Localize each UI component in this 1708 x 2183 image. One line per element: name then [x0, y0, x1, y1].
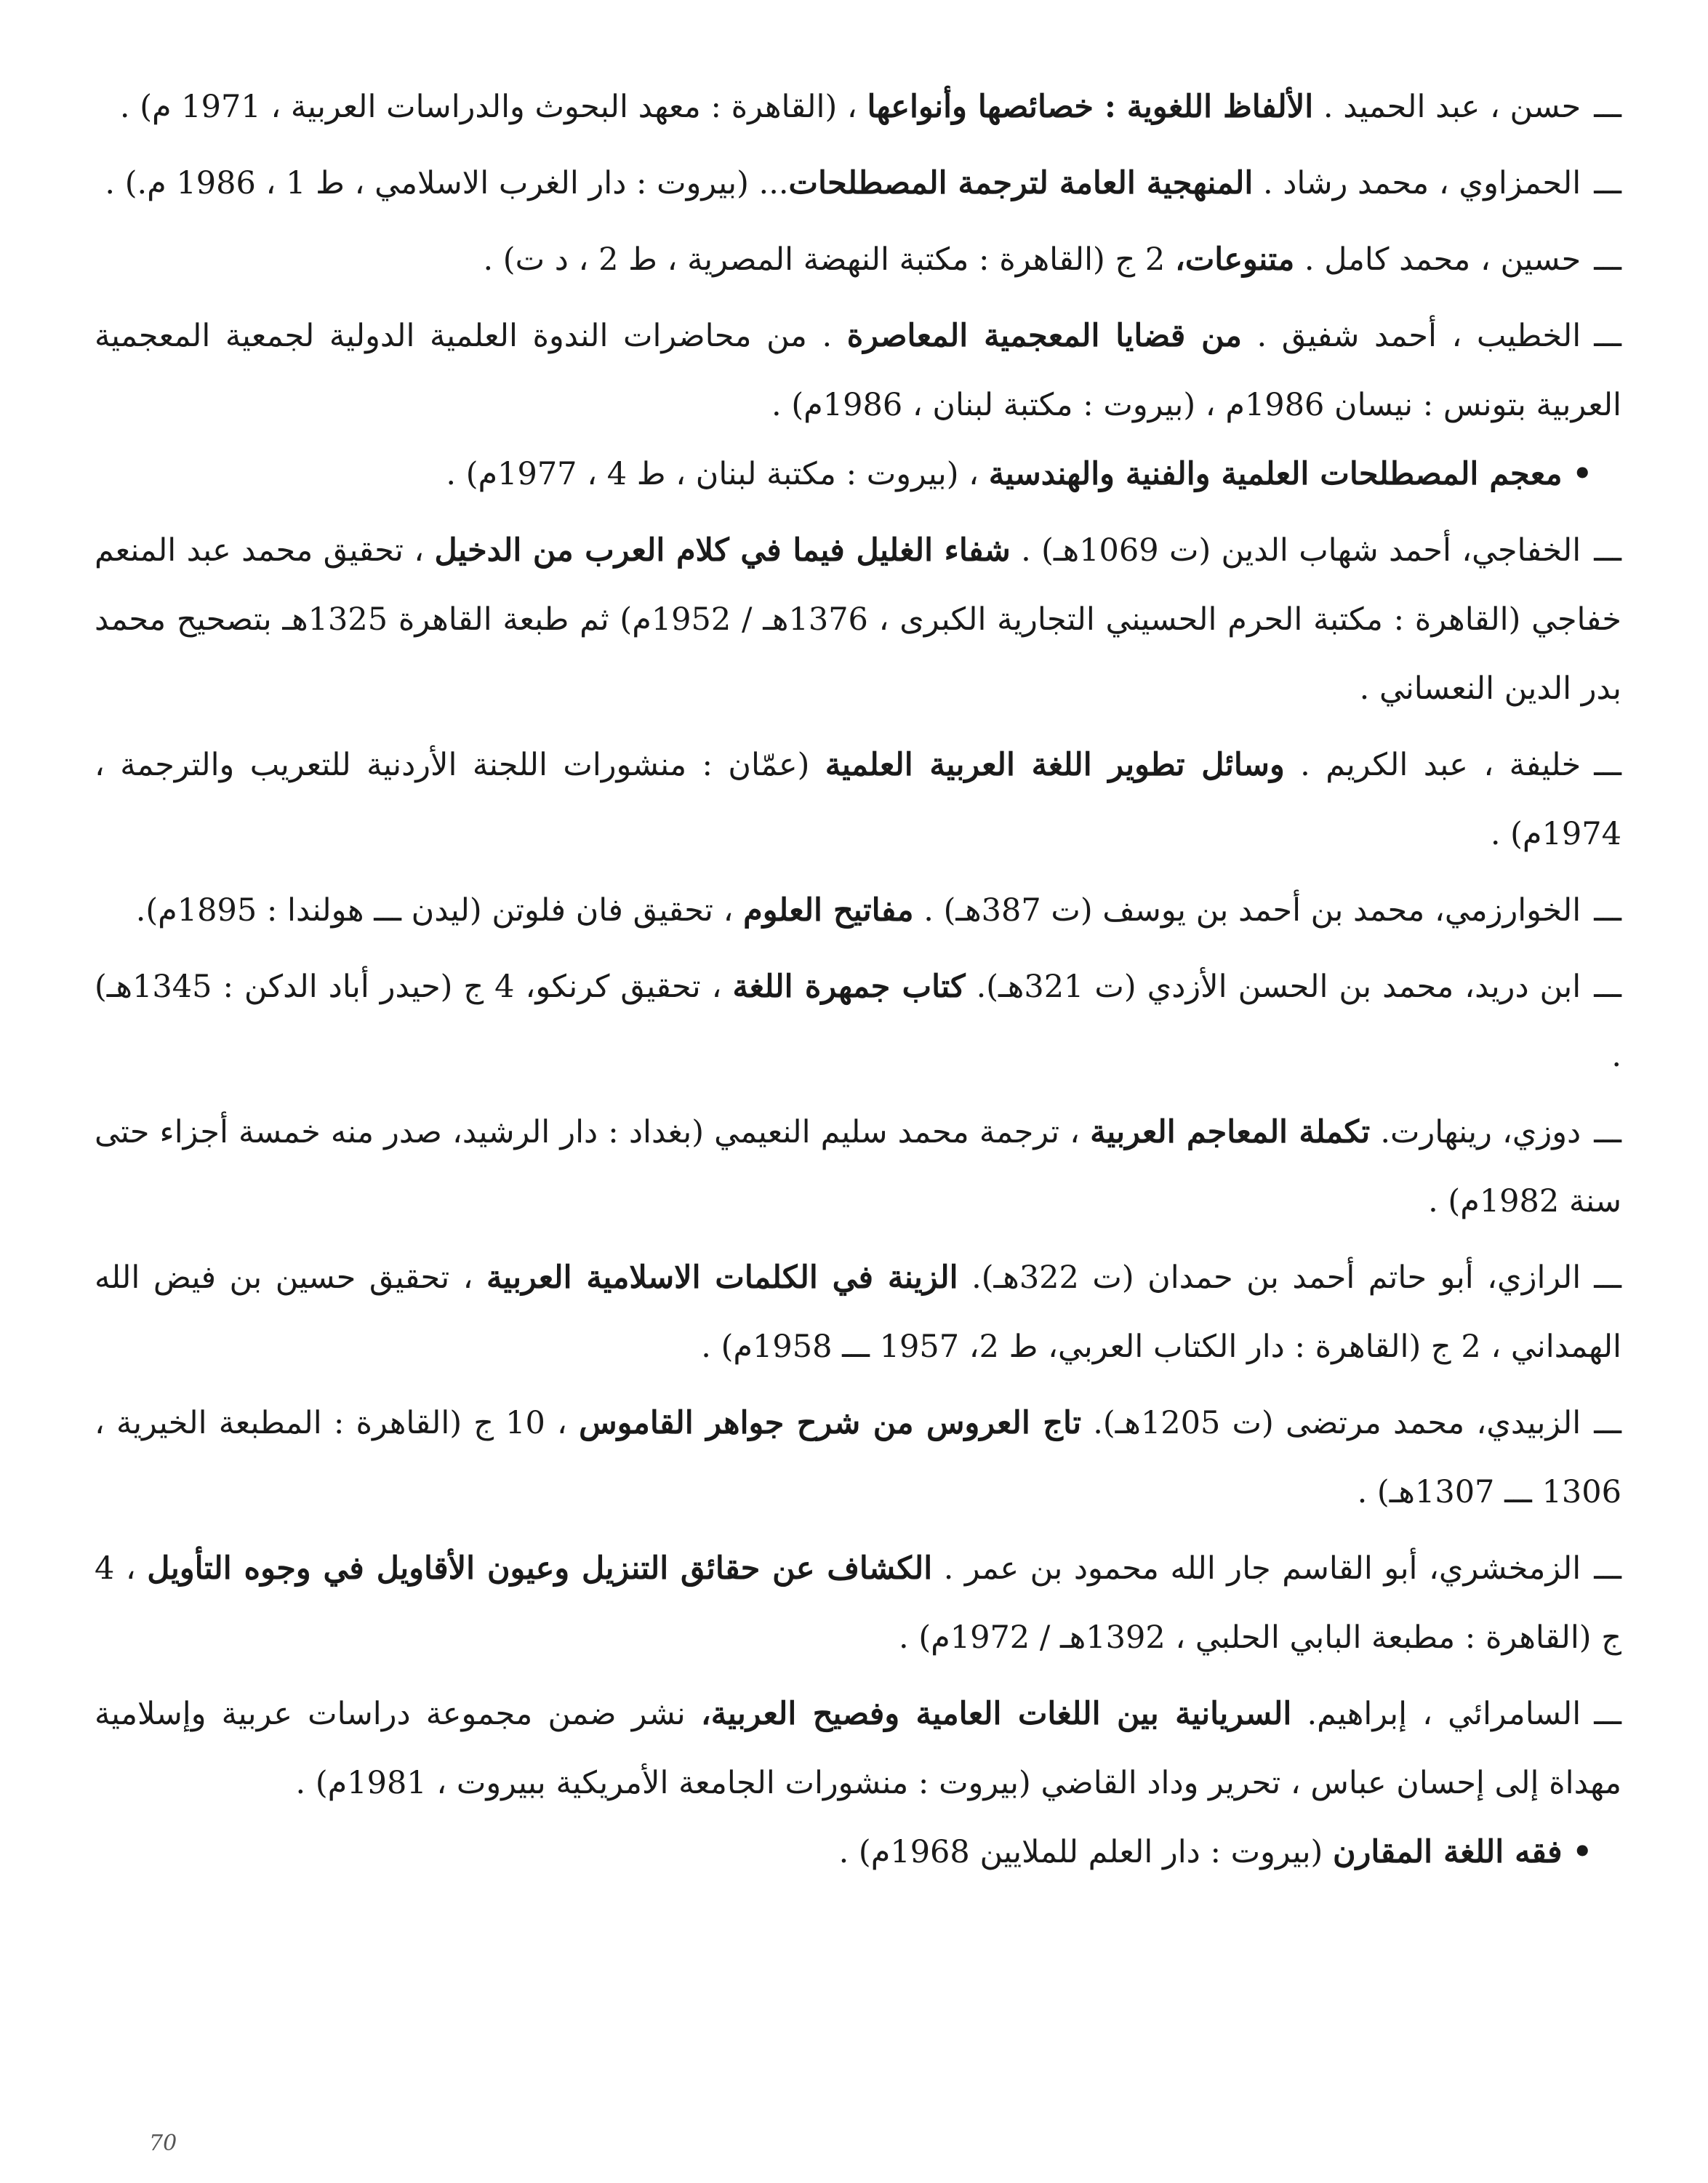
entry-dash: ـــ	[1594, 1114, 1621, 1150]
entry-bullet: •	[1572, 1834, 1592, 1870]
entry-publication: ، تحقيق حسين بن فيض الله الهمداني ، 2 ج (القاهرة : دار الكتاب العربي، ط 2، 1957 ـــ 1958م) .	[95, 1259, 1621, 1365]
bibliography-page	[95, 73, 1621, 2109]
entry-title: تاج العروس من شرح جواهر القاموس	[579, 1405, 1082, 1441]
entry-title: معجم المصطلحات العلمية والفنية والهندسية	[988, 456, 1563, 492]
entry-author: الرازي، أبو حاتم أحمد بن حمدان (ت 322هـ).	[958, 1259, 1581, 1296]
entry-publication: ، (القاهرة : معهد البحوث والدراسات العربية ، 1971 م) .	[119, 89, 867, 125]
entry-publication: نشر ضمن مجموعة دراسات عربية وإسلامية مهداة إلى إحسان عباس ، تحرير وداد القاضي (بيروت : منشورات الجامعة الأمريكية ببيروت ، 1981م) .	[95, 1696, 1621, 1801]
entry-author: خليفة ، عبد الكريم .	[1284, 747, 1581, 783]
bibliography-entry	[95, 731, 1621, 869]
page-number: 70	[149, 2131, 177, 2156]
bibliography-entry	[95, 1534, 1621, 1673]
entry-dash: ـــ	[1594, 747, 1621, 783]
bibliography-entry	[95, 149, 1621, 218]
entry-dash: ـــ	[1594, 318, 1622, 354]
entry-author: الحمزاوي ، محمد رشاد .	[1253, 165, 1581, 201]
entry-author: السامرائي ، إبراهيم.	[1291, 1696, 1581, 1732]
entry-dash: ـــ	[1594, 969, 1621, 1005]
entry-dash: ـــ	[1594, 892, 1621, 929]
entry-dash: ـــ	[1594, 1696, 1622, 1732]
entry-publication: . من محاضرات الندوة العلمية الدولية لجمعية المعجمية العربية بتونس : نيسان 1986م ، (بيروت : مكتبة لبنان ، 1986م) .	[95, 318, 1621, 423]
entry-publication: (عمّان : منشورات اللجنة الأردنية للتعريب والترجمة ، 1974م) .	[95, 747, 1621, 852]
entry-author: دوزي، رينهارت.	[1370, 1114, 1581, 1150]
bibliography-entry	[95, 1680, 1621, 1818]
entry-title: الألفاظ اللغوية : خصائصها وأنواعها	[867, 89, 1314, 125]
entry-publication: 2 ج (القاهرة : مكتبة النهضة المصرية ، ط 2 ، د ت) .	[483, 241, 1175, 278]
entry-author: حسن ، عبد الحميد .	[1313, 89, 1581, 125]
entry-title: وسائل تطوير اللغة العربية العلمية	[825, 747, 1285, 783]
entry-title: المنهجية العامة لترجمة المصطلحات	[788, 165, 1254, 201]
entry-dash: ـــ	[1594, 165, 1621, 201]
entry-bullet: •	[1572, 456, 1592, 492]
entry-publication: ، تحقيق محمد عبد المنعم خفاجي (القاهرة : مكتبة الحرم الحسيني التجارية الكبرى ، 1376هـ / 1952م) ثم طبعة القاهرة 1325هـ بتصحيح محمد بدر الدين النعساني .	[95, 532, 1621, 707]
entry-author: الخفاجي، أحمد شهاب الدين (ت 1069هـ) .	[1010, 532, 1581, 569]
bibliography-entry	[95, 516, 1621, 724]
bibliography-entry	[95, 1389, 1621, 1527]
entry-dash: ـــ	[1594, 241, 1621, 278]
entry-dash: ـــ	[1594, 532, 1622, 569]
entry-title: من قضايا المعجمية المعاصرة	[846, 318, 1242, 354]
entry-author: الزمخشري، أبو القاسم جار الله محمود بن عمر .	[932, 1550, 1581, 1587]
entry-publication: ... (بيروت : دار الغرب الاسلامي ، ط 1 ، 1986 م.) .	[105, 165, 789, 201]
entry-author: الزبيدي، محمد مرتضى (ت 1205هـ).	[1081, 1405, 1581, 1441]
entry-author: ابن دريد، محمد بن الحسن الأزدي (ت 321هـ).	[965, 969, 1581, 1005]
bibliography-entry	[95, 302, 1621, 440]
entry-publication: ، تحقيق فان فلوتن (ليدن ـــ هولندا : 1895م).	[135, 892, 744, 929]
entry-title: مفاتيح العلوم	[743, 892, 914, 929]
entry-title: الزينة في الكلمات الاسلامية العربية	[486, 1259, 958, 1296]
entry-author: الخطيب ، أحمد شفيق .	[1241, 318, 1581, 354]
entry-title: السريانية بين اللغات العامية وفصيح العربية،	[700, 1696, 1292, 1732]
entry-dash: ـــ	[1594, 1405, 1621, 1441]
bibliography-entry	[95, 73, 1621, 142]
entry-dash: ـــ	[1594, 89, 1621, 125]
entry-publication: (بيروت : دار العلم للملايين 1968م) .	[838, 1834, 1334, 1870]
entry-dash: ـــ	[1594, 1259, 1621, 1296]
bibliography-entry	[95, 876, 1621, 945]
entry-title: كتاب جمهرة اللغة	[732, 969, 966, 1005]
entry-publication: ، تحقيق كرنكو، 4 ج (حيدر أباد الدكن : 1345هـ) .	[95, 969, 1621, 1074]
bibliography-entry	[95, 225, 1621, 295]
entry-title: تكملة المعاجم العربية	[1090, 1114, 1371, 1150]
bibliography-subentry	[95, 440, 1621, 509]
entry-publication: ، (بيروت : مكتبة لبنان ، ط 4 ، 1977م) .	[446, 456, 989, 492]
entry-publication: ، 10 ج (القاهرة : المطبعة الخيرية ، 1306 ـــ 1307هـ) .	[95, 1405, 1621, 1510]
entry-dash: ـــ	[1594, 1550, 1621, 1587]
entry-title: فقه اللغة المقارن	[1333, 1834, 1563, 1870]
entry-publication: ، ترجمة محمد سليم النعيمي (بغداد : دار الرشيد، صدر منه خمسة أجزاء حتى سنة 1982م) .	[95, 1114, 1621, 1219]
entry-title: متنوعات،	[1174, 241, 1295, 278]
bibliography-entry	[95, 953, 1621, 1091]
entry-title: شفاء الغليل فيما في كلام العرب من الدخيل	[434, 532, 1011, 569]
bibliography-entry	[95, 1098, 1621, 1236]
entry-title: الكشاف عن حقائق التنزيل وعيون الأقاويل في وجوه التأويل	[147, 1550, 933, 1587]
bibliography-subentry	[95, 1818, 1621, 1887]
entry-publication: ، 4 ج (القاهرة : مطبعة البابي الحلبي ، 1392هـ / 1972م) .	[95, 1550, 1621, 1656]
entry-author: حسين ، محمد كامل .	[1294, 241, 1581, 278]
bibliography-entry	[95, 1243, 1621, 1382]
entry-author: الخوارزمي، محمد بن أحمد بن يوسف (ت 387هـ) .	[913, 892, 1581, 929]
